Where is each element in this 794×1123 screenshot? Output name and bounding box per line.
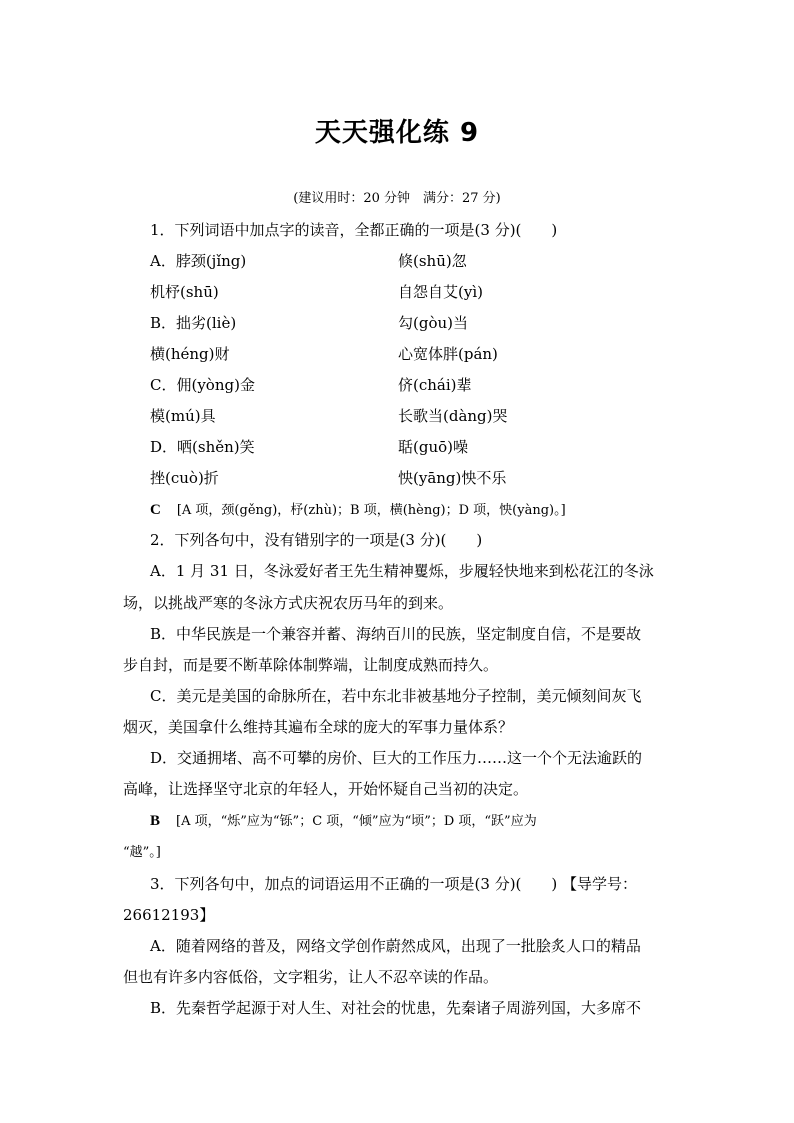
q1-option-text: 侪(chái)辈 bbox=[398, 376, 472, 394]
q1-option-text: D．哂(shěn)笑 bbox=[150, 438, 255, 456]
q2-option-c: C．美元是美国的命脉所在，若中东北非被基地分子控制，美元倾刻间灰飞 bbox=[150, 687, 642, 705]
q3-option-a: A．随着网络的普及，网络文学创作蔚然成风，出现了一批脍炙人口的精品 bbox=[150, 937, 641, 955]
q1-option-text: 倏(shū)忽 bbox=[398, 252, 467, 270]
q1-option-text: 模(mú)具 bbox=[150, 407, 216, 425]
answer-explanation: [A 项，颈(gěng)，杼(zhù)；B 项，横(hèng)；D 项，怏(yàng)。] bbox=[176, 503, 566, 518]
q1-option-text: 怏(yāng)怏不乐 bbox=[398, 469, 507, 487]
q2-option-b-cont: 步自封，而是要不断革除体制弊端，让制度成熟而持久。 bbox=[123, 656, 499, 674]
q2-option-d-cont: 高峰，让选择坚守北京的年轻人，开始怀疑自己当初的决定。 bbox=[123, 780, 529, 798]
q3-option-b: B．先秦哲学起源于对人生、对社会的忧患，先秦诸子周游列国，大多席不 bbox=[150, 999, 642, 1017]
q2-option-d: D．交通拥堵、高不可攀的房价、巨大的工作压力……这一个个无法逾跃的 bbox=[150, 749, 643, 767]
answer-explanation: [A 项，“烁”应为“铄”；C 项，“倾”应为“顷”；D 项，“跃”应为 bbox=[176, 814, 537, 829]
q2-option-a: A．1 月 31 日，冬泳爱好者王先生精神矍烁，步履轻快地来到松花江的冬泳 bbox=[150, 562, 654, 580]
question-1-stem: 1．下列词语中加点字的读音，全都正确的一项是(3 分)( ) bbox=[150, 221, 558, 239]
q1-option-text: A．脖颈(jǐng) bbox=[150, 252, 247, 270]
q2-option-c-cont: 烟灭，美国拿什么维持其遍布全球的庞大的军事力量体系？ bbox=[123, 718, 514, 736]
question-3-stem: 3．下列各句中，加点的词语运用不正确的一项是(3 分)( ) 【导学号： bbox=[150, 875, 638, 893]
q1-option-text: B．拙劣(liè) bbox=[150, 314, 237, 332]
q1-option-text: 心宽体胖(pán) bbox=[398, 345, 498, 363]
q3-option-a-cont: 但也有许多内容低俗，文字粗劣，让人不忍卒读的作品。 bbox=[123, 968, 499, 986]
question-3-stem-cont: 26612193】 bbox=[123, 906, 215, 924]
question-2-stem: 2．下列各句中，没有错别字的一项是(3 分)( ) bbox=[150, 531, 483, 549]
q1-option-text: 勾(gòu)当 bbox=[398, 314, 468, 332]
q1-option-text: C．佣(yòng)金 bbox=[150, 376, 255, 394]
page-title: 天天强化练 9 bbox=[314, 118, 480, 148]
q1-option-text: 自怨自艾(yì) bbox=[398, 283, 483, 301]
q1-option-text: 横(héng)财 bbox=[150, 345, 230, 363]
answer-letter: B bbox=[150, 813, 161, 829]
q2-answer bbox=[150, 810, 537, 832]
q1-option-text: 挫(cuò)折 bbox=[150, 469, 219, 487]
q1-option-text: 聒(guō)噪 bbox=[398, 438, 468, 456]
q1-option-text: 机杼(shū) bbox=[150, 283, 219, 301]
q2-option-b: B．中华民族是一个兼容并蓄、海纳百川的民族，坚定制度自信，不是要故 bbox=[150, 625, 642, 643]
q1-answer bbox=[150, 499, 566, 521]
subtitle: (建议用时：20 分钟 满分：27 分) bbox=[293, 191, 501, 206]
q1-option-text: 长歌当(dàng)哭 bbox=[398, 407, 508, 425]
answer-letter: C bbox=[150, 502, 161, 518]
q2-answer-cont: “越”。] bbox=[123, 845, 161, 860]
q2-option-a-cont: 场，以挑战严寒的冬泳方式庆祝农历马年的到来。 bbox=[123, 594, 454, 612]
